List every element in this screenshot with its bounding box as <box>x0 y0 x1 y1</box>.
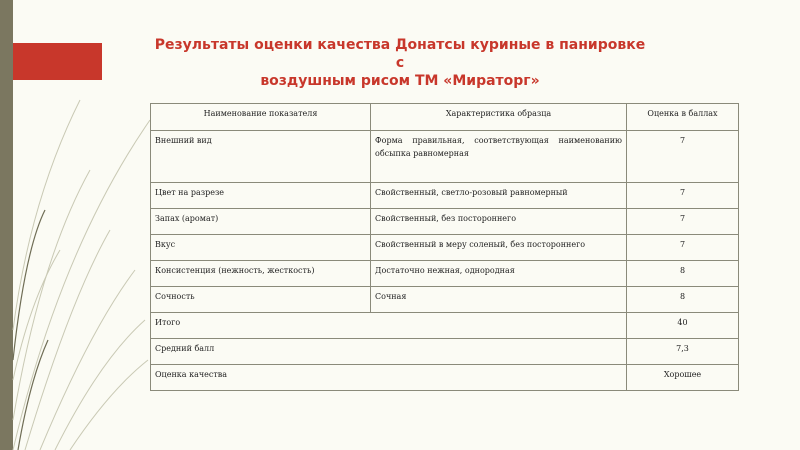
characteristic-cell: Сочная <box>371 287 627 313</box>
summary-value: Хорошее <box>627 365 739 391</box>
characteristic-cell: Достаточно нежная, однородная <box>371 261 627 287</box>
score-cell: 7 <box>627 131 739 183</box>
summary-row-quality <box>151 365 739 391</box>
table-row <box>151 183 739 209</box>
table-row <box>151 235 739 261</box>
header-characteristic: Характеристика образца <box>371 104 627 131</box>
indicator-cell: Консистенция (нежность, жесткость) <box>151 261 371 287</box>
characteristic-cell: Свойственный, без постороннего <box>371 209 627 235</box>
score-cell: 8 <box>627 261 739 287</box>
quality-table <box>150 103 739 391</box>
summary-row-total <box>151 313 739 339</box>
table-header-row <box>151 104 739 131</box>
left-decor-strip <box>0 0 13 450</box>
table-row <box>151 261 739 287</box>
score-cell: 7 <box>627 235 739 261</box>
indicator-cell: Цвет на разрезе <box>151 183 371 209</box>
indicator-cell: Внешний вид <box>151 131 371 183</box>
header-score: Оценка в баллах <box>627 104 739 131</box>
indicator-cell: Вкус <box>151 235 371 261</box>
score-cell: 7 <box>627 183 739 209</box>
characteristic-cell: Свойственный в меру соленый, без постороннего <box>371 235 627 261</box>
summary-value: 7,3 <box>627 339 739 365</box>
title-line-1: Результаты оценки качества Донатсы куриные в панировке с <box>154 37 646 71</box>
summary-value: 40 <box>627 313 739 339</box>
indicator-cell: Запах (аромат) <box>151 209 371 235</box>
characteristic-cell: Форма правильная, соответствующая наименованию обсыпка равномерная <box>371 131 627 183</box>
title-accent-bar <box>13 43 102 80</box>
summary-label: Средний балл <box>151 339 627 365</box>
table-row <box>151 287 739 313</box>
summary-label: Итого <box>151 313 627 339</box>
title-line-2: воздушным рисом ТМ «Мираторг» <box>260 73 540 89</box>
table-row <box>151 131 739 183</box>
summary-label: Оценка качества <box>151 365 627 391</box>
header-indicator: Наименование показателя <box>151 104 371 131</box>
summary-row-average <box>151 339 739 365</box>
indicator-cell: Сочность <box>151 287 371 313</box>
score-cell: 7 <box>627 209 739 235</box>
table-row <box>151 209 739 235</box>
characteristic-cell: Свойственный, светло-розовый равномерный <box>371 183 627 209</box>
score-cell: 8 <box>627 287 739 313</box>
page-title <box>150 36 650 90</box>
